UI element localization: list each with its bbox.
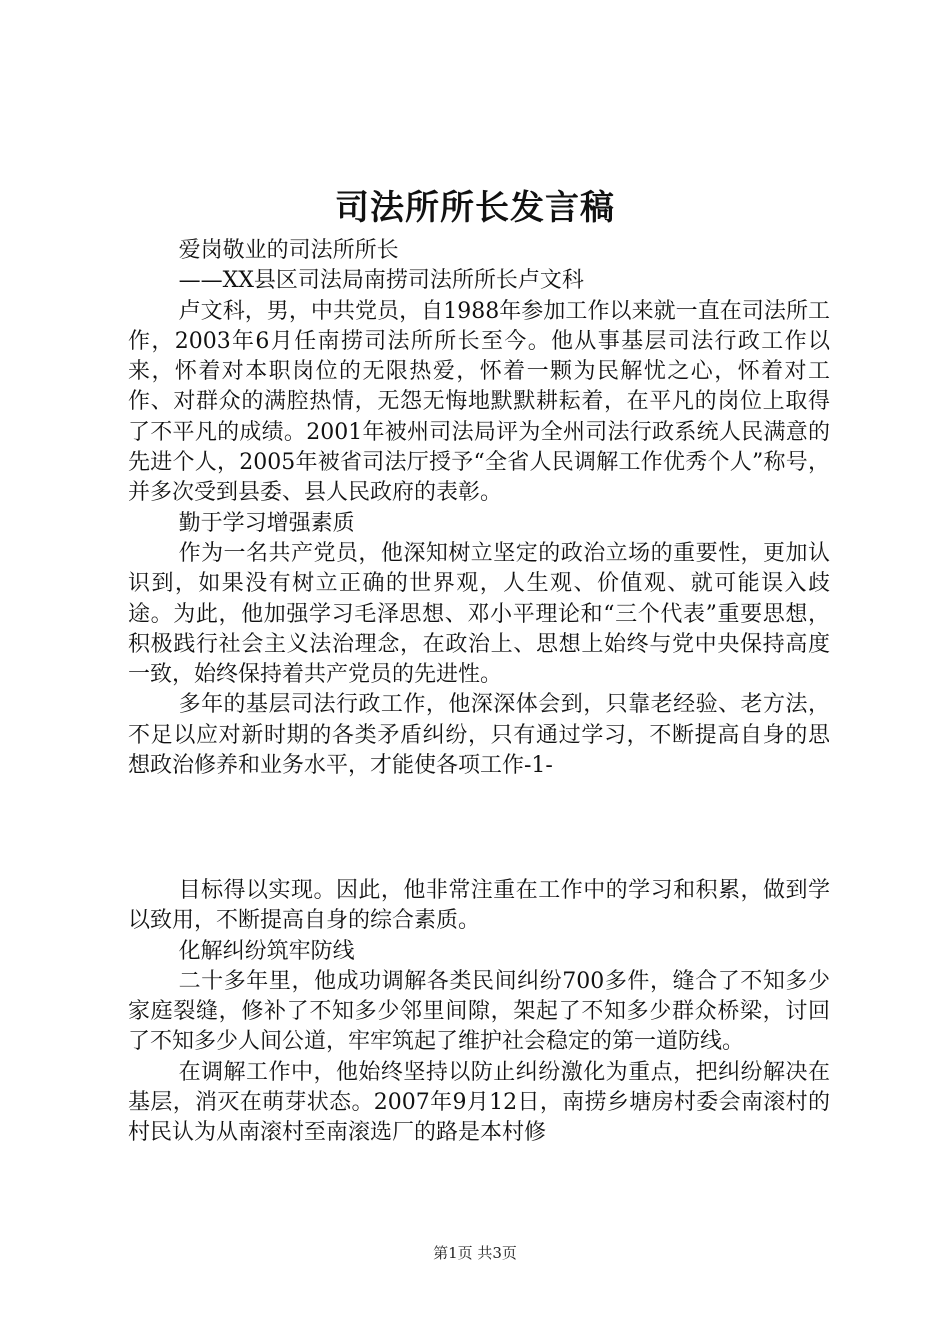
- byline-paragraph: ——XX县区司法局南捞司法所所长卢文科: [178, 268, 584, 294]
- section-heading-mediation: 化解纠纷筑牢防线: [178, 938, 355, 964]
- page-2-body: [128, 876, 830, 1149]
- section-heading-study: 勤于学习增强素质: [178, 510, 355, 536]
- document-title: 司法所所长发言稿: [335, 188, 615, 228]
- mediation-paragraph-1: 二十多年里，他成功调解各类民间纠纷700多件，缝合了不知多少家庭裂缝，修补了不知多少邻里间隙，架起了不知多少群众桥梁，讨回了不知多少人间公道，牢牢筑起了维护社会稳定的第一道防线。: [128, 968, 830, 1055]
- page-footer: 第1页 共3页: [433, 1244, 517, 1262]
- mediation-paragraph-2: 在调解工作中，他始终坚持以防止纠纷激化为重点，把纠纷解决在基层，消灭在萌芽状态。2007年9月12日，南捞乡塘房村委会南滚村的村民认为从南滚村至南滚选厂的路是本村修: [128, 1059, 830, 1146]
- intro-paragraph: 卢文科，男，中共党员，自1988年参加工作以来就一直在司法所工作，2003年6月任南捞司法所所长至今。他从事基层司法行政工作以来，怀着对本职岗位的无限热爱，怀着一颗为民解忧之心，怀着对工作、对群众的满腔热情，无怨无悔地默默耕耘着，在平凡的岗位上取得了不平凡的成绩。2001年被州司法局评为全州司法行政系统人民满意的先进个人，2005年被省司法厅授予“全省人民调解工作优秀个人”称号，并多次受到县委、县人民政府的表彰。: [128, 298, 830, 506]
- page-1-body: [128, 236, 830, 781]
- subtitle-paragraph: 爱岗敬业的司法所所长: [178, 238, 399, 263]
- study-paragraph-2: 多年的基层司法行政工作，他深深体会到，只靠老经验、老方法，不足以应对新时期的各类矛盾纠纷，只有通过学习，不断提高自身的思想政治修养和业务水平，才能使各项工作-1-: [128, 692, 830, 779]
- study-paragraph-continued: 目标得以实现。因此，他非常注重在工作中的学习和积累，做到学以致用，不断提高自身的综合素质。: [128, 878, 830, 934]
- study-paragraph-1: 作为一名共产党员，他深知树立坚定的政治立场的重要性，更加认识到，如果没有树立正确的世界观，人生观、价值观、就可能误入歧途。为此，他加强学习毛泽思想、邓小平理论和“三个代表”重要思想，积极践行社会主义法治理念，在政治上、思想上始终与党中央保持高度一致，始终保持着共产党员的先进性。: [128, 540, 830, 688]
